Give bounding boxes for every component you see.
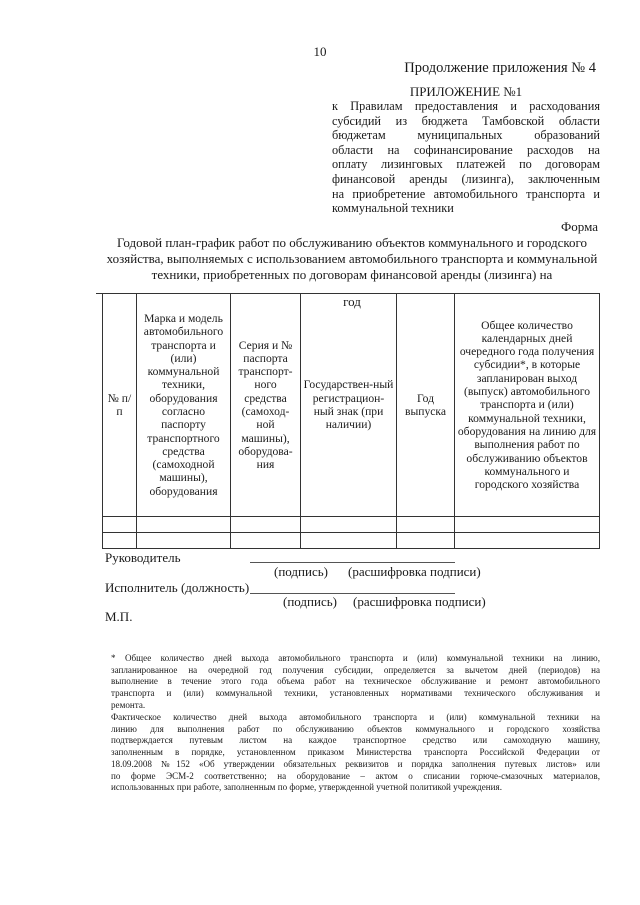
footnote-line: 18.09.2008 №152 «Об утверждении обязательных реквизитов и порядка заполнения путевых листов» или — [111, 758, 600, 769]
footnote-paragraph-2 — [111, 712, 600, 794]
table-row — [103, 533, 600, 549]
annex-reference — [332, 99, 600, 216]
header-days: Общее количество календарных дней очередного года получения субсидии*, в которые запланирован выход (выпуск) автомобильного транспорта и (или) коммунальной техники, оборудования на линию для выполнения работ по обслуживанию объектов коммунального и городского хозяйства — [455, 294, 600, 517]
header-passport: Серия и № паспорта транспорт-ного средства (самоход-ной машины), оборудова-ния — [231, 294, 301, 517]
annex-line-6: финансовой аренды (лизинга), заключенным — [332, 171, 600, 186]
footnote-paragraph-1 — [111, 653, 600, 712]
footnote-line: использованных при работе, заполненным по форме, утвержденной учетной политикой учреждения. — [111, 782, 502, 793]
footnote-line: ремонта. — [111, 699, 146, 710]
annex-line-2: субсидий из бюджета Тамбовской области — [332, 113, 600, 128]
head-signature-caption: (подпись) — [274, 564, 328, 579]
annex-line-4: области на софинансирование расходов на — [332, 142, 600, 157]
title-line-1: Годовой план-график работ по обслуживанию объектов коммунального и городского — [116, 235, 588, 250]
table-cell[interactable] — [397, 533, 455, 549]
schedule-table — [102, 293, 600, 549]
table-cell[interactable] — [103, 517, 137, 533]
footnote-line: запланированное на очередной год получения субсидии, определяется за вычетом дней (периодов) на — [111, 664, 600, 675]
head-decoding-caption: (расшифровка подписи) — [348, 564, 481, 579]
head-label: Руководитель — [105, 550, 181, 565]
header-registration: Государствен-ный регистрацион-ный знак (при наличии) — [301, 294, 397, 517]
continuation-heading: Продолжение приложения № 4 — [404, 60, 596, 76]
footnote-line: * Общее количество дней выхода автомобильного транспорта и (или) коммунальной техники на линию, — [111, 653, 600, 663]
table-cell[interactable] — [231, 517, 301, 533]
table-cell[interactable] — [301, 533, 397, 549]
title-line-3-end: год — [343, 294, 361, 309]
executor-decoding-caption: (расшифровка подписи) — [353, 594, 486, 609]
executor-signature-caption: (подпись) — [283, 594, 337, 609]
head-signature-line[interactable] — [250, 561, 455, 563]
table-cell[interactable] — [103, 533, 137, 549]
annex-title: ПРИЛОЖЕНИЕ №1 — [409, 84, 523, 99]
table-row — [103, 517, 600, 533]
header-year: Год выпуска — [397, 294, 455, 517]
footnote-line: выполнение в течение этого года объема работ на техническое обслуживание и ремонт автомобильного — [111, 676, 600, 687]
table-cell[interactable] — [397, 517, 455, 533]
table-cell[interactable] — [231, 533, 301, 549]
footnote-line: по форме ЭСМ-2 соответственно; на оборудование – актом о списании горюче-смазочных материалов, — [111, 770, 600, 781]
footnote-line: Фактическое количество дней выхода автомобильного транспорта и (или) коммунальной техники на — [111, 712, 600, 722]
table-cell[interactable] — [455, 517, 600, 533]
footnote-line: транспорта и (или) коммунальной техники, установленных нормативами технического обслуживания и — [111, 688, 600, 699]
header-number: № п/п — [103, 294, 137, 517]
table-cell[interactable] — [137, 533, 231, 549]
footnote-line: линию для выполнения работ по обслуживанию объектов коммунального и городского хозяйства — [111, 723, 600, 734]
table-cell[interactable] — [137, 517, 231, 533]
form-label: Форма — [561, 219, 598, 234]
footnote-line: заполненным в порядке, установленном приказом Министерства транспорта Российской Федерации от — [111, 747, 600, 758]
annex-line-7: на приобретение автомобильного транспорта и — [332, 186, 600, 201]
annex-line-5: оплату лизинговых платежей по договорам — [332, 157, 600, 172]
footnote-line: подтверждается путевым листом на каждое транспортное средство или самоходную машину, — [111, 735, 600, 746]
stamp-label: М.П. — [105, 609, 133, 624]
table-header-row — [103, 294, 600, 517]
table-cell[interactable] — [301, 517, 397, 533]
annex-line-3: бюджетам муниципальных образований — [332, 128, 600, 143]
header-make-model: Марка и модель автомобильного транспорта и (или) коммунальной техники, оборудования согласно паспорту транспортного средства (самоходной машины), оборудования — [137, 294, 231, 517]
annex-line-1: к Правилам предоставления и расходования — [332, 99, 600, 113]
title-line-2: хозяйства, выполняемых с использованием автомобильного транспорта и коммунальной — [106, 251, 598, 266]
page-number: 10 — [313, 44, 327, 59]
table-cell[interactable] — [455, 533, 600, 549]
executor-label: Исполнитель (должность) — [105, 580, 250, 595]
title-line-3-start: техники, приобретенных по договорам финансовой аренды (лизинга) на — [151, 267, 553, 282]
annex-line-8: коммунальной техники — [332, 201, 454, 216]
